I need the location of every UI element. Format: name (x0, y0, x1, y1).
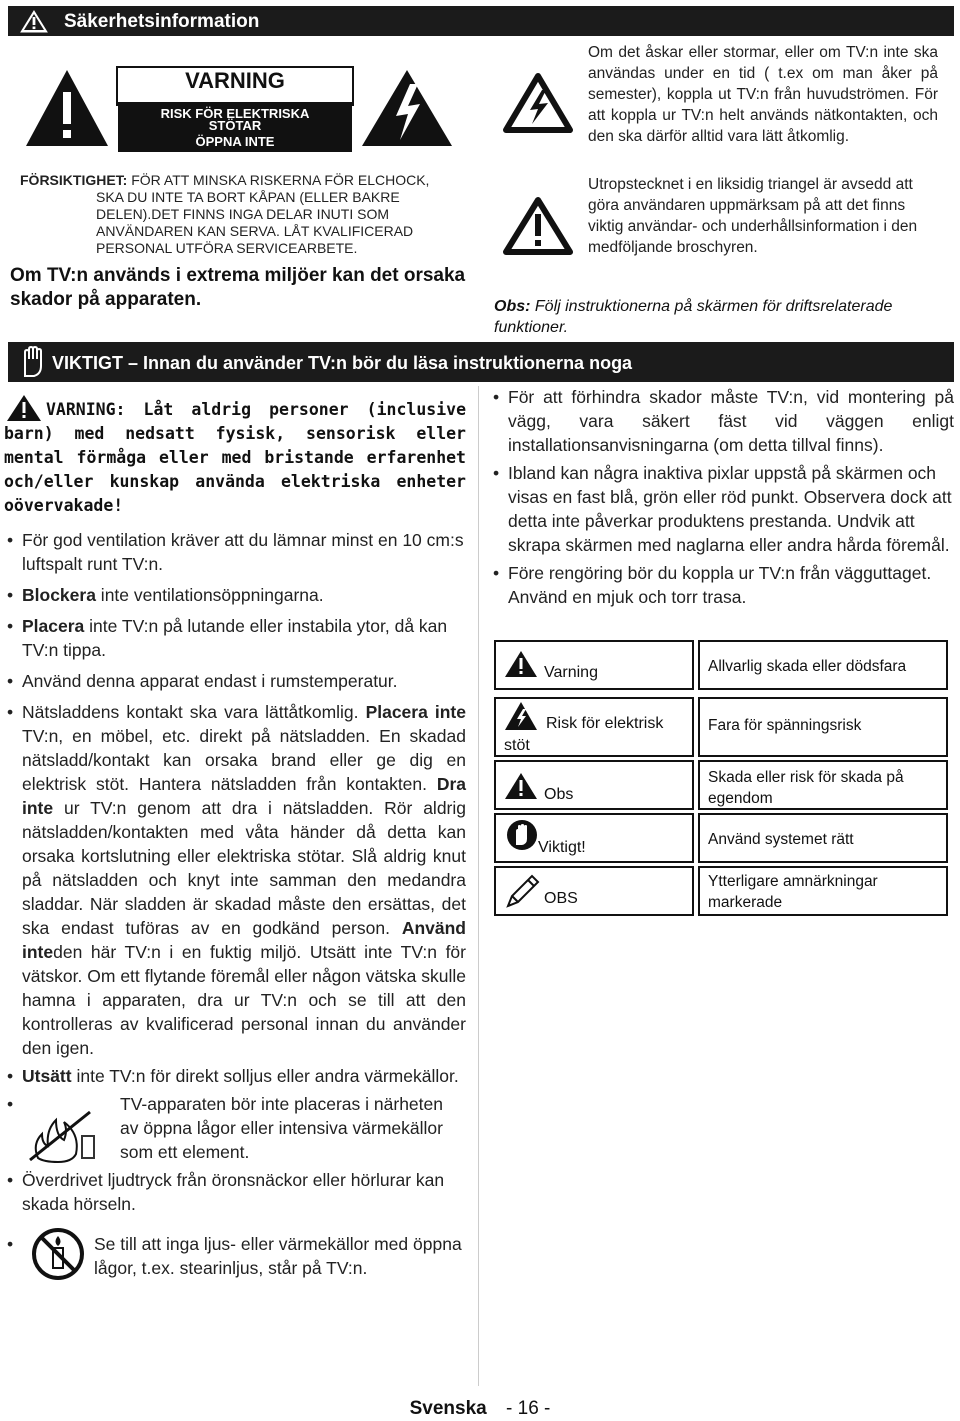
warning-triangle-icon (6, 394, 42, 422)
obs-label: Obs: (494, 298, 531, 315)
symbol-desc: Ytterligare amnärkningar markerade (708, 873, 878, 911)
list-item (4, 614, 466, 662)
important-bar-text: VIKTIGT – Innan du använder TV:n bör du läsa instruktionerna noga (52, 353, 633, 373)
list-item-text: inte ventilationsöppningarna. (95, 585, 324, 605)
obs-text: Följ instruktionerna på skärmen för driftsrelaterade funktioner. (494, 298, 893, 336)
safety-list (4, 528, 466, 1292)
list-item-bold: Använd inte (22, 918, 466, 962)
list-item (490, 561, 954, 609)
warning-triangle-icon (504, 772, 538, 800)
lightning-triangle-icon (360, 68, 454, 148)
symbol-desc-cell (698, 697, 948, 757)
warning-label-line1: RISK FÖR ELEKTRISKA (160, 106, 310, 121)
list-item-bold: Placera inte (365, 702, 466, 722)
hand-icon (506, 819, 538, 851)
list-item-text: inte TV:n på lutande eller instabila ytor, då kan TV:n tippa. (22, 616, 448, 660)
symbol-label: Risk för elektrisk stöt (504, 715, 664, 754)
list-item (4, 528, 466, 576)
list-item (4, 1232, 466, 1292)
list-item-bold: Utsätt (22, 1066, 72, 1086)
caution-line: DELEN).DET FINNS INGA DELAR INUTI SOM (96, 206, 390, 222)
list-item-text: Överdrivet ljudtryck från öronsnäckor eller hörlurar kan skada hörseln. (22, 1170, 445, 1214)
list-item-bold: Blockera (22, 585, 96, 605)
list-item-text: Använd denna apparat endast i rumstemperatur. (22, 671, 398, 691)
important-bar (8, 342, 954, 382)
symbol-row (494, 813, 948, 863)
warning-paragraph: VARNING: Låt aldrig personer (inclusive barn) med nedsatt fysisk, sensorisk eller mental förmåga eller med bristande erfarenhet och/eller kunskap använda elektriska enheter oövervakade! (4, 400, 466, 515)
section-header (8, 6, 954, 36)
list-item-text: Nätsladdens kontakt ska vara lättåtkomlig. (22, 702, 366, 722)
symbol-label: Obs (544, 786, 574, 803)
symbol-desc-cell (698, 640, 948, 690)
symbol-cell (494, 760, 694, 810)
list-item (4, 1168, 466, 1216)
list-item-text: inte TV:n för direkt solljus eller andra värmekällor. (71, 1066, 459, 1086)
page-title: Säkerhetsinformation (64, 11, 260, 32)
warning-label-line3: ÖPPNA INTE (195, 134, 275, 149)
caution-line: FÖR ATT MINSKA RISKERNA FÖR ELCHOCK, (127, 172, 430, 188)
symbol-row (494, 866, 948, 916)
warning-label-line2: STÖTAR (208, 118, 262, 133)
symbol-desc-cell (698, 813, 948, 863)
page-footer (0, 1398, 960, 1420)
list-item (490, 461, 954, 557)
warning-triangle-icon (504, 650, 538, 678)
warning-label-title: VARNING (185, 68, 285, 93)
symbol-row (494, 697, 948, 754)
caution-label: FÖRSIKTIGHET: (20, 172, 128, 188)
symbol-cell (494, 640, 694, 690)
symbol-desc: Fara för spänningsrisk (708, 717, 862, 734)
list-item-text: ur TV:n genom att dra i nätsladden. Rör aldrig nätsladden/kontakten med våta händer då detta kan orsaka kortslutning eller elektriska stötar. Slå aldrig knut på nätsladden och knyt inte samman den medandra sladdar. När sladden är skadad måste den ersättas, det ska endast tuföras av en godkänd person. (22, 798, 466, 938)
warning-triangle-icon (24, 68, 110, 148)
symbol-cell (494, 866, 694, 916)
symbol-label: Varning (544, 664, 598, 681)
symbol-row (494, 640, 948, 690)
warning-triangle-icon (502, 196, 574, 256)
column-divider (478, 386, 479, 1386)
symbol-desc: Använd systemet rätt (708, 831, 854, 848)
storm-note: Om det åskar eller stormar, eller om TV:n inte ska användas under en tid ( t.ex om man åker på semester), koppla ut TV:n från huvudströmen. För att koppla ur TV:n helt används nätkontakten, och den ska därför alltid vara lätt åtkomlig. (588, 44, 938, 145)
extreme-environment-note (10, 264, 480, 312)
list-item (4, 1064, 466, 1088)
page-number: - 16 - (506, 1398, 551, 1419)
warning-triangle-icon (20, 9, 48, 33)
hand-icon (20, 346, 46, 378)
extreme-line2: skador på apparaten. (10, 289, 202, 310)
list-item-text: Ibland kan några inaktiva pixlar uppstå på skärmen och visas en fast blå, grön eller röd punkt. Observera dock att detta inte påverkar produktens prestanda. Undvik att skrapa skärmen med naglarna eller andra hårda föremål. (508, 463, 952, 555)
list-item-bold: Dra inte (22, 774, 466, 818)
footer-language: Svenska (409, 1398, 487, 1419)
no-fire-icon (28, 1108, 102, 1164)
symbol-cell (494, 813, 694, 863)
list-item (490, 385, 954, 457)
symbol-label: Viktigt! (538, 839, 586, 856)
symbol-desc: Allvarlig skada eller dödsfara (708, 658, 907, 675)
list-item-bold: Placera (22, 616, 85, 636)
warning-label-box (116, 66, 354, 154)
list-item (4, 1092, 466, 1164)
lightning-triangle-icon (502, 72, 574, 134)
extreme-line1: Om TV:n används i extrema miljöer kan det orsaka (10, 265, 466, 286)
list-item-text: den här TV:n i en fuktig miljö. Utsätt inte TV:n för vätskor. Om ett flytande föremål eller någon vätska skulle hamna i apparaten, dra ur TV:n och se till att den kontrolleras av kvalificerad personal innan du använder den igen. (22, 942, 466, 1058)
list-item-text: För god ventilation kräver att du lämnar minst en 10 cm:s luftspalt runt TV:n. (22, 530, 464, 574)
pencil-icon (504, 872, 542, 910)
list-item (4, 700, 466, 1060)
list-item-text: • TV-apparaten bör inte placeras i närheten av öppna lågor eller intensiva värmekällor som ett element. (120, 1094, 443, 1162)
symbol-desc-cell (698, 760, 948, 810)
list-item (4, 583, 466, 607)
symbol-label: OBS (544, 890, 578, 907)
caution-text (20, 172, 460, 257)
symbol-row (494, 760, 948, 810)
left-column (4, 392, 466, 1292)
list-item-text: TV:n, en möbel, etc. direkt på nätsladden. En skadad nätsladd/kontakt kan orsaka brand eller ge dig en elektrisk stöt. Hantera nätsladden från kontakten. (22, 726, 466, 794)
obs-note (494, 296, 954, 338)
list-item-text: För att förhindra skador måste TV:n, vid montering på vägg, vara säkert fäst vid väggen enligt installationsanvisningarna (om detta tillval finns). (508, 387, 954, 455)
caution-line: PERSONAL UTFÖRA SERVICEARBETE. (96, 240, 358, 256)
list-item (4, 669, 466, 693)
caution-line: ANVÄNDAREN KAN SERVA. LÅT KVALIFICERAD (96, 223, 414, 239)
right-safety-list (490, 385, 954, 609)
symbol-desc: Skada eller risk för skada på egendom (708, 769, 904, 807)
exclamation-note: Utropstecknet i en liksidig triangel är avsedd att göra användaren uppmärksam på att det finns viktig användar- och underhållsinformation i den medföljande broschyren. (588, 176, 918, 256)
no-candle-icon (30, 1226, 86, 1282)
symbol-cell (494, 697, 694, 757)
list-item-text: • Se till att inga ljus- eller värmekällor med öppna lågor, t.ex. stearinljus, står på TV:n. (94, 1234, 462, 1278)
symbol-desc-cell (698, 866, 948, 916)
caution-line: SKA DU INTE TA BORT KÅPAN (ELLER BAKRE (96, 189, 400, 205)
list-item-text: Före rengöring bör du koppla ur TV:n från vägguttaget. Använd en mjuk och torr trasa. (508, 563, 932, 607)
